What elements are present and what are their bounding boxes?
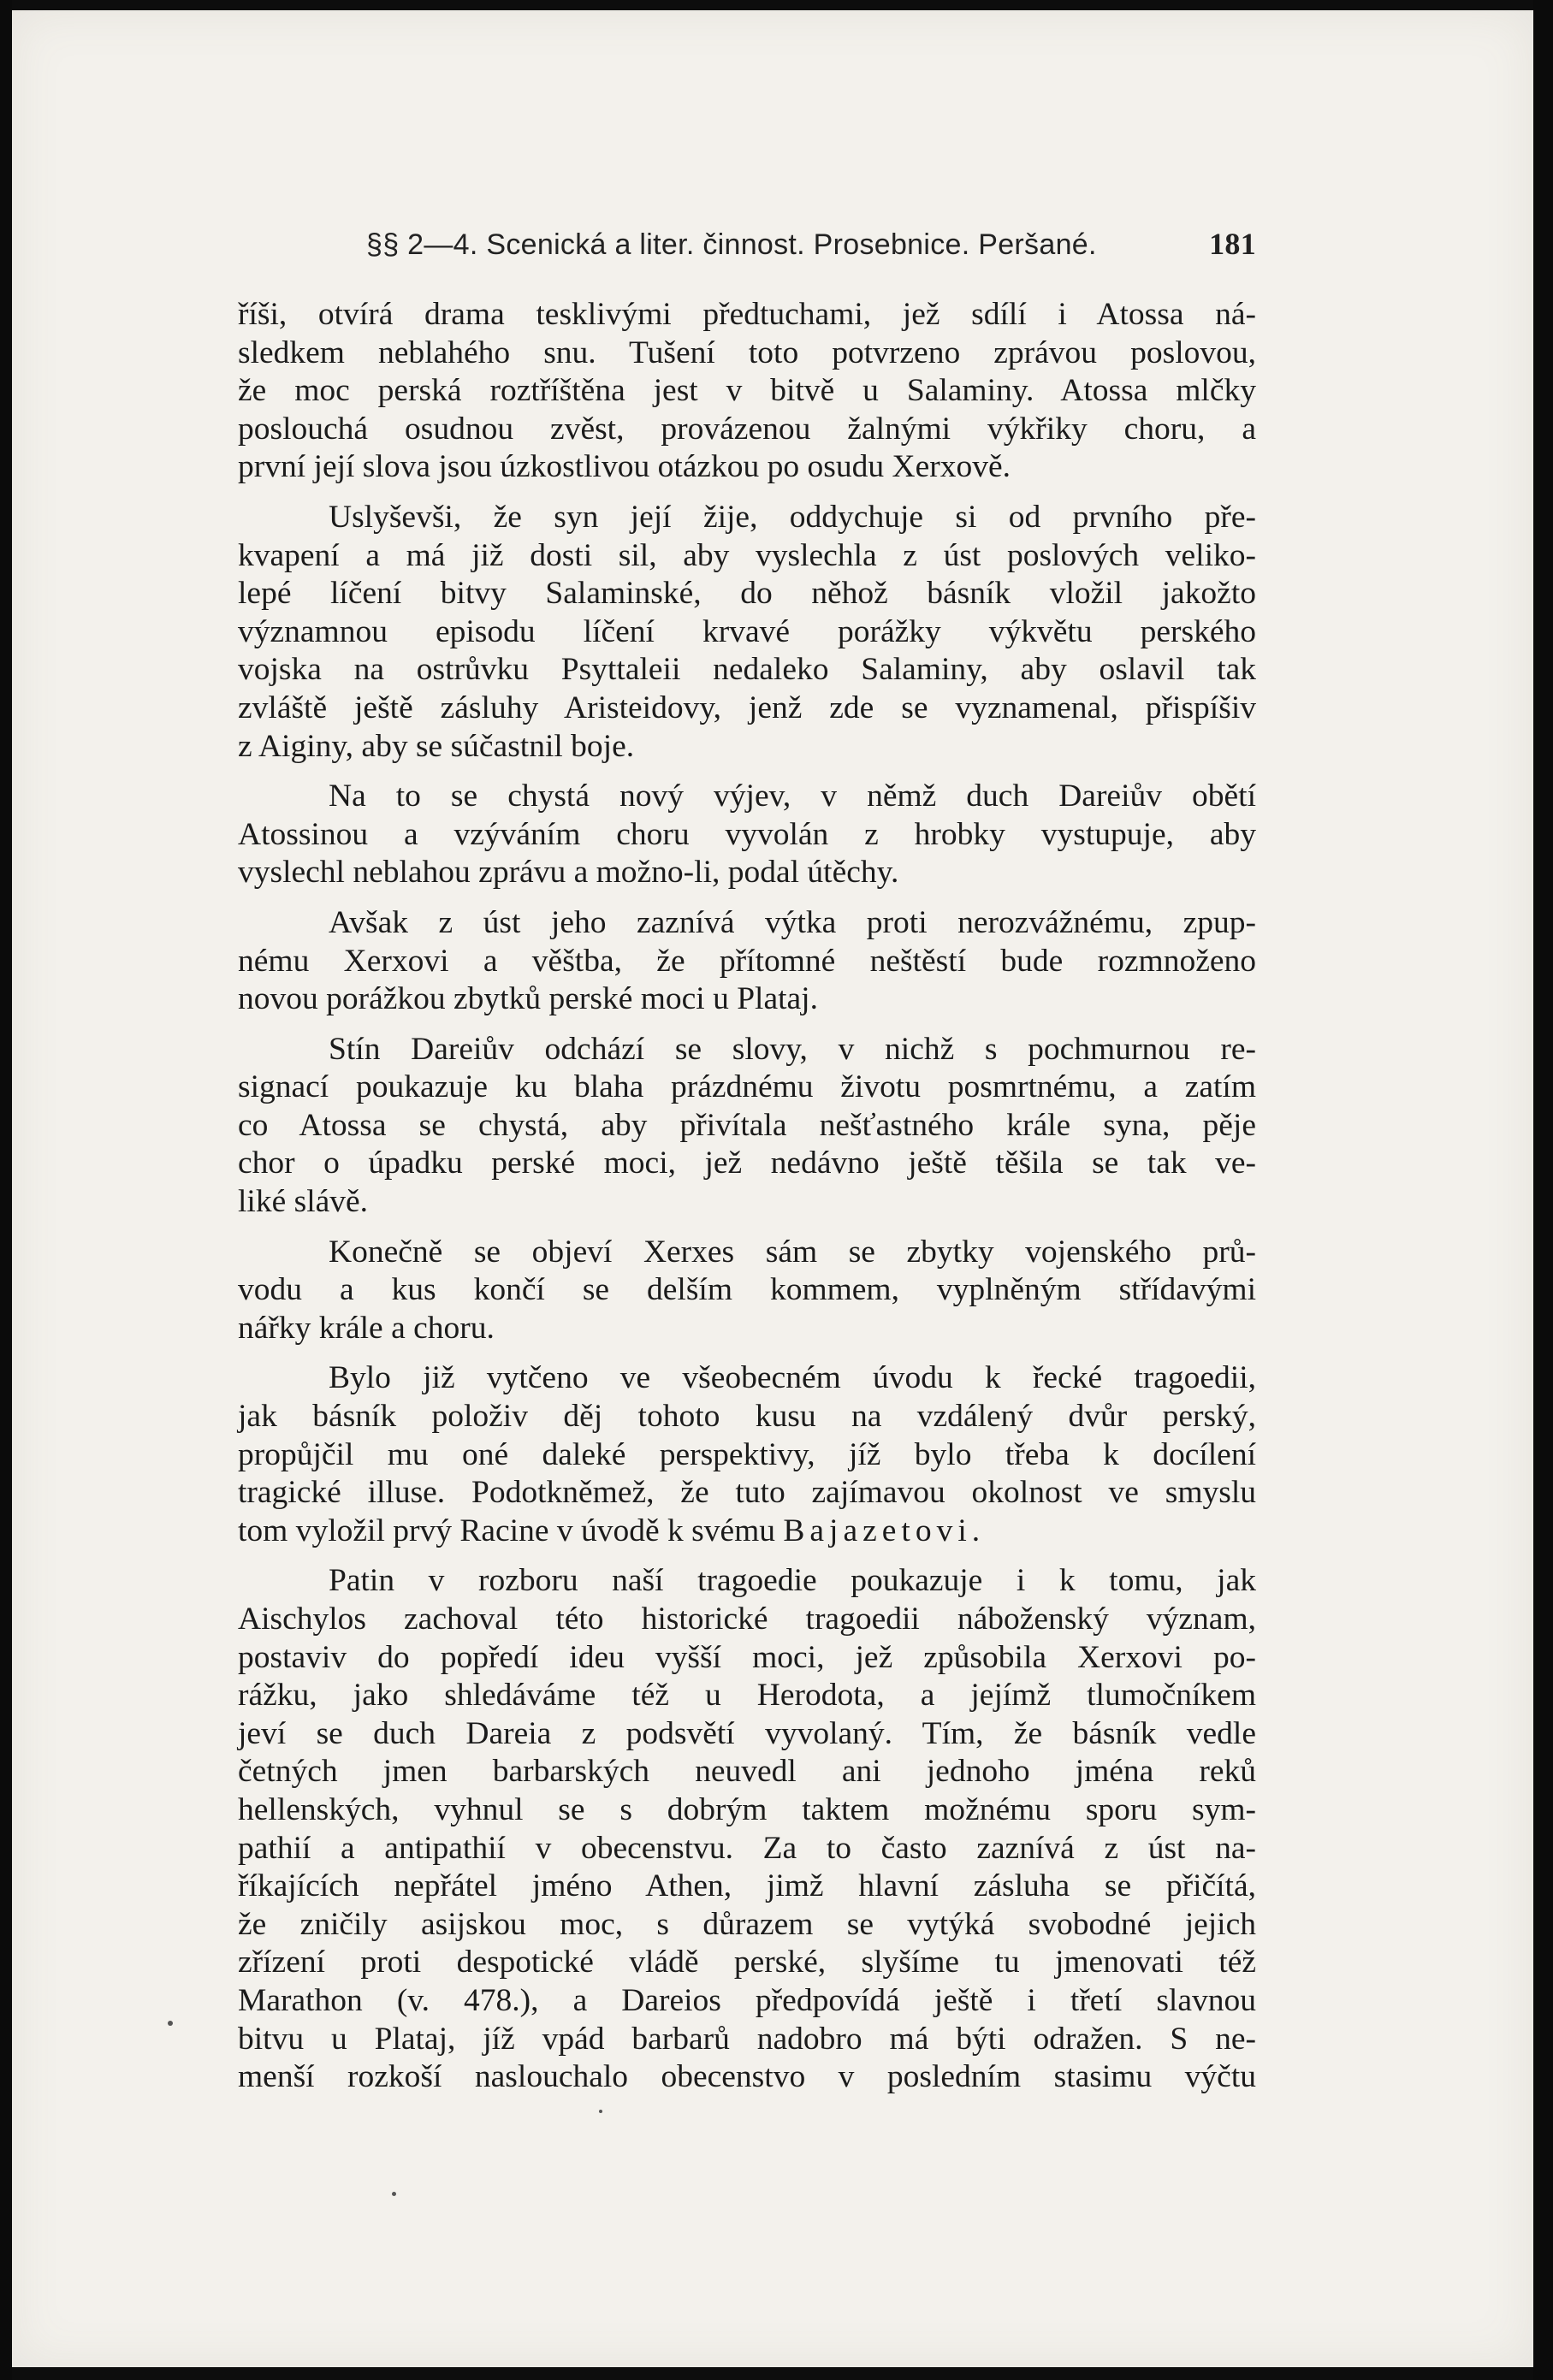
text-line: propůjčil mu oné daleké perspektivy, jíž bylo třeba k docílení	[238, 1436, 1256, 1472]
text-line: významnou episodu líčení krvavé porážky výkvětu perského	[238, 613, 1256, 649]
text-line: poslouchá osudnou zvěst, provázenou žalnými výkřiky choru, a	[238, 411, 1256, 447]
text-line: jeví se duch Dareia z podsvětí vyvolaný. Tím, že básník vedle	[238, 1715, 1256, 1751]
paragraph	[238, 1562, 1256, 2096]
scan-edge-right	[1533, 0, 1553, 2380]
text-line: nému Xerxovi a věštba, že přítomné neštěstí bude rozmnoženo	[238, 943, 1256, 979]
text-line: Uslyševši, že syn její žije, oddychuje si od prvního pře-	[329, 499, 1256, 535]
text-line: liké slávě.	[238, 1184, 369, 1220]
page-number: 181	[1209, 227, 1256, 261]
text-line: chor o úpadku perské moci, jež nedávno ještě těšila se tak ve-	[238, 1146, 1256, 1181]
paragraph	[238, 1031, 1256, 1222]
running-title: §§ 2—4. Scenická a liter. činnost. Prosebnice. Peršané.	[366, 228, 1097, 261]
text-line: že moc perská roztříštěna jest v bitvě u Salaminy. Atossa mlčky	[238, 373, 1256, 409]
text-line: sledkem neblahého snu. Tušení toto potvrzeno zprávou poslovou,	[238, 335, 1256, 370]
text-line: četných jmen barbarských neuvedl ani jednoho jména reků	[238, 1754, 1256, 1790]
text-line: Patin v rozboru naší tragoedie poukazuje i k tomu, jak	[329, 1563, 1256, 1599]
text-line: hellenských, vyhnul se s dobrým taktem možnému sporu sym-	[238, 1791, 1256, 1827]
paragraph	[238, 1234, 1256, 1348]
text-line: Konečně se objeví Xerxes sám se zbytky vojenského prů-	[329, 1234, 1256, 1270]
text-line: tom vyložil prvý Racine v úvodě k svému Bajazetovi.	[238, 1513, 981, 1548]
text-line: zřízení proti despotické vládě perské, slyšíme tu jmenovati též	[238, 1945, 1256, 1980]
text-line: vyslechl neblahou zprávu a možno-li, podal útěchy.	[238, 855, 899, 891]
text-line: vojska na ostrůvku Psyttaleii nedaleko Salaminy, aby oslavil tak	[238, 652, 1256, 688]
paragraph	[238, 296, 1256, 487]
text-line: bitvu u Plataj, jíž vpád barbarů nadobro má býti odražen. S ne-	[238, 2021, 1256, 2057]
text-line: kvapení a má již dosti sil, aby vyslechla z úst poslových veliko-	[238, 537, 1256, 573]
scan-speck	[168, 2021, 173, 2026]
text-line: jak básník položiv děj tohoto kusu na vzdálený dvůr perský,	[238, 1399, 1256, 1435]
text-line: Marathon (v. 478.), a Dareios předpovídá ještě i třetí slavnou	[238, 1982, 1256, 2018]
scan-edge-left	[0, 0, 12, 2380]
scan-speck	[392, 2192, 396, 2196]
paragraph	[238, 1359, 1256, 1550]
text-line: říkajících nepřátel jméno Athen, jimž hlavní zásluha se přičítá,	[238, 1868, 1256, 1904]
text-line: novou porážkou zbytků perské moci u Plataj.	[238, 981, 818, 1017]
text-line: nářky krále a choru.	[238, 1310, 495, 1346]
body-text	[238, 296, 1256, 2097]
text-line: rážku, jako shledáváme též u Herodota, a jejímž tlumočníkem	[238, 1678, 1256, 1714]
text-line: Bylo již vytčeno ve všeobecném úvodu k řecké tragoedii,	[329, 1360, 1256, 1396]
text-line: že zničily asijskou moc, s důrazem se vytýká svobodné jejich	[238, 1906, 1256, 1942]
text-line: z Aiginy, aby se súčastnil boje.	[238, 728, 635, 764]
text-line: menší rozkoší naslouchalo obecenstvo v posledním stasimu výčtu	[238, 2059, 1256, 2095]
paragraph	[238, 904, 1256, 1019]
text-line: první její slova jsou úzkostlivou otázkou po osudu Xerxově.	[238, 449, 1011, 485]
text-line: Aischylos zachoval této historické tragoedii náboženský význam,	[238, 1601, 1256, 1637]
text-line: Atossinou a vzýváním choru vyvolán z hrobky vystupuje, aby	[238, 816, 1256, 852]
text-line: signací poukazuje ku blaha prázdnému životu posmrtnému, a zatím	[238, 1069, 1256, 1105]
text-line: Na to se chystá nový výjev, v němž duch Dareiův obětí	[329, 779, 1256, 814]
text-line: říši, otvírá drama tesklivými předtuchami, jež sdílí i Atossa ná-	[238, 297, 1256, 332]
text-line: co Atossa se chystá, aby přivítala nešťastného krále syna, pěje	[238, 1107, 1256, 1143]
text-line: tragické illuse. Podotkněmež, že tuto zajímavou okolnost ve smyslu	[238, 1475, 1256, 1511]
text-line: postaviv do popředí ideu vyšší moci, jež způsobila Xerxovi po-	[238, 1639, 1256, 1675]
text-line: vodu a kus končí se delším kommem, vyplněným střídavými	[238, 1272, 1256, 1308]
scan-speck	[599, 2110, 602, 2113]
paragraph	[238, 499, 1256, 766]
text-line: pathií a antipathií v obecenstvu. Za to často zaznívá z úst na-	[238, 1830, 1256, 1866]
text-line: lepé líčení bitvy Salaminské, do něhož básník vložil jakožto	[238, 576, 1256, 612]
text-line: Avšak z úst jeho zaznívá výtka proti nerozvážnému, zpup-	[329, 904, 1256, 940]
page-content	[238, 226, 1256, 2109]
paragraph	[238, 778, 1256, 892]
text-line: zvláště ještě zásluhy Aristeidovy, jenž zde se vyznamenal, přispíšiv	[238, 690, 1256, 725]
text-line: Stín Dareiův odchází se slovy, v nichž s pochmurnou re-	[329, 1031, 1256, 1067]
running-head	[238, 226, 1256, 262]
